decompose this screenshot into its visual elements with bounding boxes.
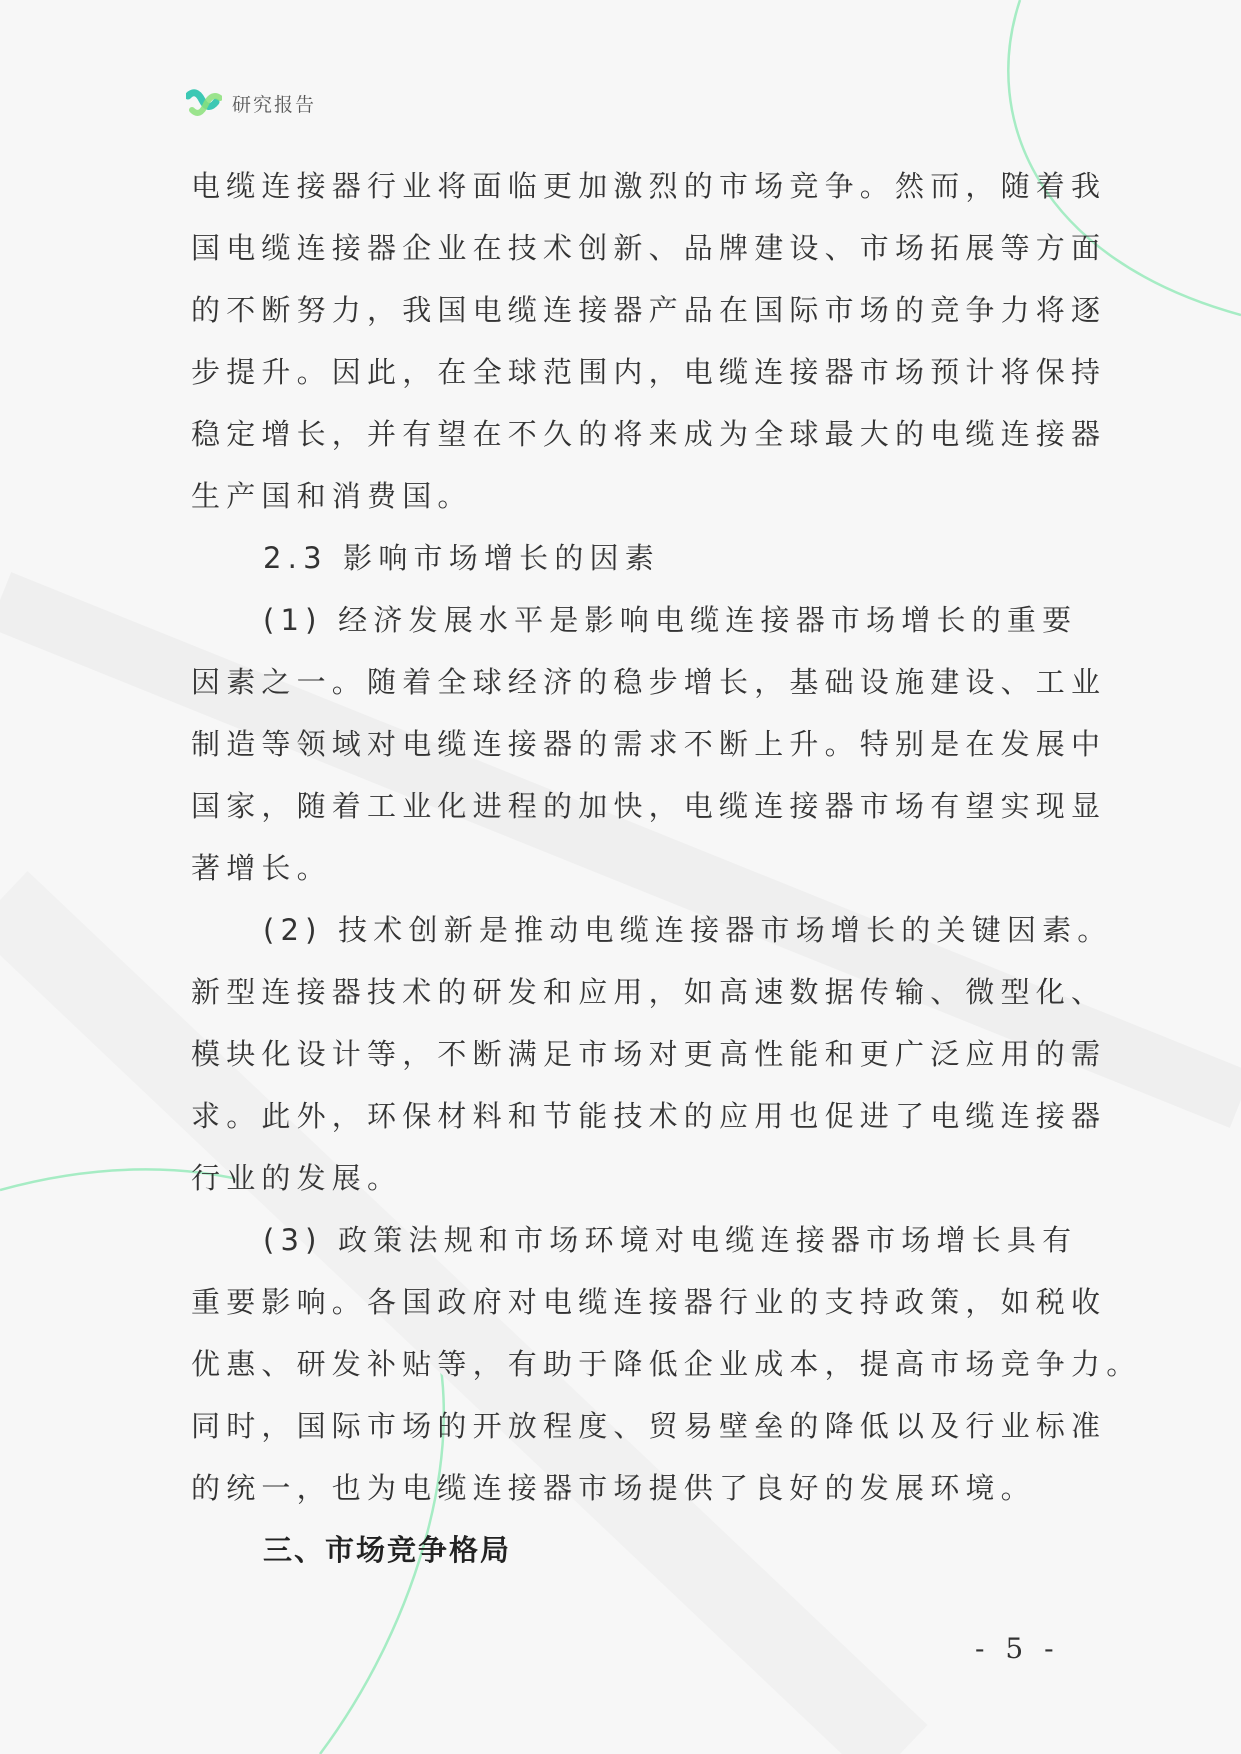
body-line: 行业的发展。	[191, 1161, 403, 1195]
page-number: - 5 -	[975, 1632, 1060, 1665]
body-line: 生产国和消费国。	[191, 479, 473, 513]
body-line: 国家，随着工业化进程的加快，电缆连接器市场有望实现显	[191, 789, 1107, 823]
chapter-heading: 三、市场竞争格局	[263, 1533, 512, 1567]
paragraph-start: (1) 经济发展水平是影响电缆连接器市场增长的重要	[263, 603, 1078, 637]
body-line: 新型连接器技术的研发和应用，如高速数据传输、微型化、	[191, 975, 1107, 1009]
body-line: 优惠、研发补贴等，有助于降低企业成本，提高市场竞争力。	[191, 1347, 1142, 1381]
header-title: 研究报告	[232, 93, 317, 116]
body-line: 著增长。	[191, 851, 332, 885]
body-line: 国电缆连接器企业在技术创新、品牌建设、市场拓展等方面	[191, 231, 1107, 265]
body-line: 步提升。因此，在全球范围内，电缆连接器市场预计将保持	[191, 355, 1107, 389]
body-line: 因素之一。随着全球经济的稳步增长，基础设施建设、工业	[191, 665, 1107, 699]
body-line: 重要影响。各国政府对电缆连接器行业的支持政策，如税收	[191, 1285, 1107, 1319]
paragraph-start: (3) 政策法规和市场环境对电缆连接器市场增长具有	[263, 1223, 1078, 1257]
body-line: 制造等领域对电缆连接器的需求不断上升。特别是在发展中	[191, 727, 1107, 761]
body-line: 同时，国际市场的开放程度、贸易壁垒的降低以及行业标准	[191, 1409, 1107, 1443]
body-line: 电缆连接器行业将面临更加激烈的市场竞争。然而，随着我	[191, 169, 1107, 203]
body-line: 模块化设计等，不断满足市场对更高性能和更广泛应用的需	[191, 1037, 1107, 1071]
body-line: 的不断努力，我国电缆连接器产品在国际市场的竞争力将逐	[191, 293, 1107, 327]
body-line: 的统一，也为电缆连接器市场提供了良好的发展环境。	[191, 1471, 1036, 1505]
brand-logo-icon	[186, 88, 222, 118]
section-heading: 2.3 影响市场增长的因素	[263, 541, 660, 575]
document-body	[191, 155, 1142, 1581]
body-line: 求。此外，环保材料和节能技术的应用也促进了电缆连接器	[191, 1099, 1107, 1133]
page-header	[186, 88, 316, 118]
body-line: 稳定增长，并有望在不久的将来成为全球最大的电缆连接器	[191, 417, 1107, 451]
paragraph-start: (2) 技术创新是推动电缆连接器市场增长的关键因素。	[263, 913, 1113, 947]
